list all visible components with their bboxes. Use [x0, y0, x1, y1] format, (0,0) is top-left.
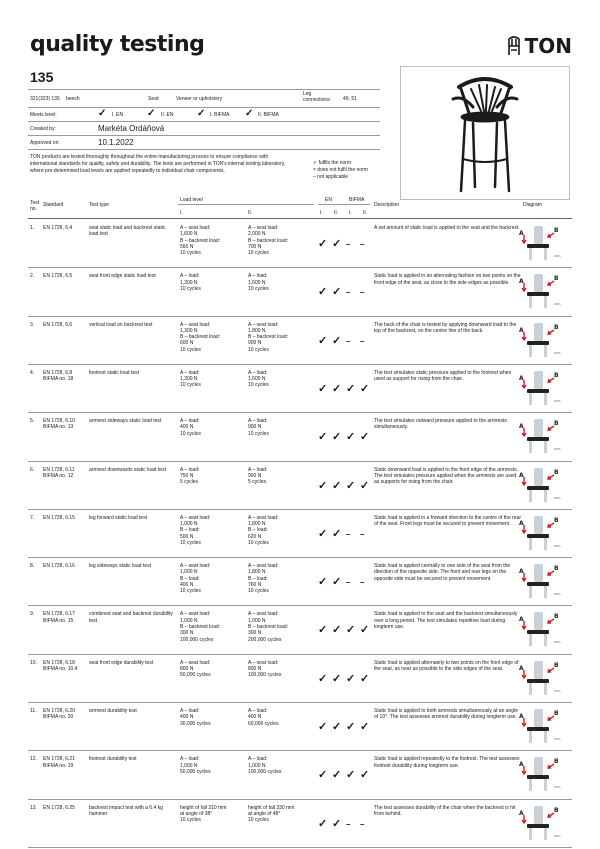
check-icon: ✓ — [360, 624, 370, 637]
row-load-2: A – load: 900 N 10 cycles — [248, 418, 269, 437]
row-description: Static load is applied in a forward direction to the centre of the rear of the seat. Front legs must be secured to prevent movement. — [374, 514, 522, 528]
row-divider — [28, 412, 572, 413]
svg-text:90%: 90% — [554, 592, 561, 597]
row-number: 12. — [30, 756, 37, 763]
row-load-2: A – seat load: 1,800 N B – backrest load: 900 N 10 cycles — [248, 321, 289, 353]
row-test-type: vertical load on backrest test — [89, 321, 153, 328]
test-diagram — [510, 754, 570, 790]
row-load-1: A – load: 400 N 10 cycles — [180, 418, 201, 437]
row-description: Static load is applied to the seat and the backrest simultaneously over a long period. The test simulates repetitive load during longterm use. — [374, 611, 518, 630]
seat-label: Seat: — [148, 96, 160, 102]
row-load-1: A – seat load: 1,300 N B – backrest load: 600 N 10 cycles — [180, 321, 221, 353]
row-description: Static load is applied repeatedly to the footrest. The test assesses footrest durability during longterm use. — [374, 756, 520, 769]
row-divider — [28, 847, 572, 848]
row-description: A set amount of static load is applied to the seat and the backrest. — [374, 225, 520, 231]
row-load-1: A – seat load: 1,600 N B – backrest load: 560 N 10 cycles — [180, 225, 221, 257]
check-icon: ✓ — [346, 721, 356, 733]
model-number: 135 — [30, 69, 54, 85]
check-icon: ✓ — [360, 479, 370, 492]
row-number: 2. — [30, 273, 35, 280]
test-diagram — [510, 223, 570, 259]
check-icon: ✓ — [346, 672, 356, 685]
svg-text:B: B — [554, 227, 559, 234]
not-applicable-mark: – — [346, 288, 351, 298]
check-icon: ✓ — [332, 479, 342, 492]
row-load-1: A – load: 750 N 5 cycles — [180, 466, 200, 486]
row-standard: EN 1728, 6.15 — [43, 514, 75, 521]
leg-label: Leg connections: — [303, 91, 332, 103]
chair-logo-icon — [506, 36, 522, 56]
meets-label: Meets level: — [30, 112, 57, 118]
row-load-2: A – load: 1,000 N 100,000 cycles — [248, 756, 282, 775]
not-applicable-mark: – — [360, 288, 365, 298]
svg-text:A: A — [519, 664, 524, 672]
product-photo — [400, 66, 570, 200]
svg-text:A: A — [519, 761, 524, 769]
row-standard: EN 1728, 6.18 BIFMA no. 10.4 — [43, 659, 78, 672]
bar-stool-image — [401, 67, 569, 199]
legend-fulfils: ✓ fulfils the norm — [313, 160, 352, 166]
row-number: 1. — [30, 225, 35, 231]
svg-text:A: A — [519, 568, 524, 576]
check-icon: ✓ — [360, 431, 370, 444]
check-icon: ✓ — [346, 382, 356, 395]
not-applicable-mark: – — [346, 529, 351, 539]
svg-text:90%: 90% — [554, 254, 561, 258]
check-icon: ✓ — [332, 431, 342, 444]
row-load-2: height of fall 330 mm at angle of 48° 10 cycles — [248, 804, 295, 824]
row-divider — [28, 364, 572, 365]
col-load-2: II. — [248, 210, 253, 216]
test-diagram — [510, 513, 570, 549]
chair-diagram-icon — [510, 223, 570, 261]
chair-diagram-icon — [510, 320, 570, 358]
test-diagram — [510, 320, 570, 356]
chair-diagram-icon — [510, 416, 570, 454]
check-icon: ✓ — [318, 431, 328, 444]
row-number: 4. — [30, 369, 35, 376]
chair-diagram-icon — [510, 271, 570, 309]
row-divider — [28, 267, 572, 268]
row-divider — [28, 316, 572, 317]
row-number: 11. — [30, 708, 37, 714]
check-icon: ✓ — [346, 479, 356, 492]
svg-text:A: A — [519, 809, 524, 817]
leg-value: 49, 51 — [343, 96, 357, 102]
col-description: Description — [374, 202, 400, 208]
row-description: Static load is applied centrally to one side of the seat from the direction of the opposite side. The front and rear legs on the opposite side must be secured to prevent movement. — [374, 563, 511, 582]
row-test-type: combined seat and backrest durability test — [89, 611, 173, 624]
check-icon: ✓ — [318, 672, 328, 685]
svg-text:90%: 90% — [554, 495, 561, 500]
row-test-type: footrest static load test — [89, 369, 140, 376]
svg-text:B: B — [554, 565, 559, 573]
row-load-2: A – seat load: 1,000 N B – backrest load: 300 N 200,000 cycles — [248, 611, 289, 643]
row-test-type: footrest durability test — [89, 756, 137, 763]
svg-text:90%: 90% — [554, 785, 561, 790]
test-diagram — [510, 803, 570, 839]
svg-text:90%: 90% — [554, 688, 561, 693]
col-en: EN — [325, 197, 332, 203]
row-test-type: seat front edge static load test — [89, 273, 156, 280]
created-value: Markéta Ordáňová — [98, 124, 165, 133]
row-divider — [28, 605, 572, 606]
level-bifma-1: I. BIFMA — [210, 112, 230, 118]
row-divider — [28, 509, 572, 510]
svg-text:90%: 90% — [554, 543, 561, 548]
row-load-1: A – seat load: 800 N 50,000 cycles — [180, 659, 211, 679]
col-test-no: Test no. — [30, 200, 40, 212]
row-test-type: seat front edge durability test — [89, 659, 154, 666]
svg-text:B: B — [554, 516, 559, 524]
row-load-1: A – seat load: 1,000 N B – load: 400 N 10 cycles — [180, 563, 211, 595]
test-diagram — [510, 561, 570, 597]
check-icon: ✓ — [332, 334, 342, 347]
check-icon: ✓ — [332, 286, 342, 299]
row-description: The back of the chair is tested by applying downward load to the top of the backrest, on the centre line of the back. — [374, 321, 517, 334]
row-load-1: A – load: 1,300 N 10 cycles — [180, 369, 201, 389]
check-icon: ✓ — [318, 286, 328, 299]
row-number: 8. — [30, 563, 35, 570]
svg-text:A: A — [519, 713, 524, 720]
test-diagram — [510, 465, 570, 501]
row-divider — [28, 654, 572, 655]
check-icon: ✓ — [360, 769, 370, 782]
row-description: Static load is applied alternately to two points on the front edge of the seat, as near as possible to the side edges of the seat. — [374, 659, 519, 672]
check-icon: ✓ — [360, 721, 370, 733]
svg-text:90%: 90% — [554, 350, 561, 355]
page-title: quality testing — [30, 32, 205, 57]
row-load-2: A – load: 1,600 N 10 cycles — [248, 273, 269, 292]
check-icon: ✓ — [332, 672, 342, 685]
row-standard: EN 1728, 6.20 BIFMA no. 20 — [43, 708, 75, 721]
check-icon: ✓ — [332, 382, 342, 395]
svg-text:90%: 90% — [554, 833, 561, 838]
level-en-1: I. EN — [112, 112, 124, 118]
svg-text:A: A — [519, 471, 524, 479]
svg-text:A: A — [519, 230, 524, 237]
row-test-type: armrest downwards static load test — [89, 466, 166, 473]
product-code: 321(323) 135 — [30, 96, 60, 102]
check-icon: ✓ — [332, 624, 342, 637]
row-standard: EN 1728, 6.10 BIFMA no. 13 — [43, 418, 75, 431]
svg-text:A: A — [519, 374, 524, 382]
svg-text:90%: 90% — [554, 447, 561, 452]
level-en-2: II. EN — [161, 112, 174, 118]
row-number: 13. — [30, 804, 37, 811]
brand-logo — [506, 34, 572, 58]
row-standard: EN 1728, 6.21 BIFMA no. 19 — [43, 756, 75, 769]
check-icon: ✓ — [318, 238, 328, 250]
row-test-type: backrest impact test with a 6.4 kg hammer — [89, 804, 163, 817]
svg-text:A: A — [519, 423, 524, 431]
col-bifma-2: II. — [363, 210, 368, 216]
col-diagram: Diagram — [523, 202, 542, 208]
check-icon: ✓ — [332, 576, 342, 589]
row-description: Static load is applied to both armrests simultaneously at an angle of 10°. The test assesses armrest durability during longterm use. — [374, 708, 518, 721]
created-label: Created by: — [30, 126, 56, 132]
check-icon: ✓ — [147, 108, 156, 119]
row-number: 7. — [30, 514, 35, 521]
check-icon: ✓ — [346, 624, 356, 637]
not-applicable-mark: – — [346, 336, 351, 346]
check-icon: ✓ — [332, 721, 342, 733]
row-load-1: A – load: 1,000 N 50,000 cycles — [180, 756, 211, 775]
chair-diagram-icon — [510, 513, 570, 551]
row-load-1: A – seat load: 1,000 N B – load: 500 N 10 cycles — [180, 514, 211, 546]
row-divider — [28, 750, 572, 751]
col-bifma: BIFMA — [349, 197, 365, 203]
approved-value: 10.1.2022 — [98, 138, 134, 147]
chair-diagram-icon — [510, 754, 570, 792]
check-icon: ✓ — [318, 721, 328, 733]
check-icon: ✓ — [318, 769, 328, 782]
svg-text:B: B — [554, 613, 559, 621]
svg-text:A: A — [519, 616, 524, 624]
chair-diagram-icon — [510, 658, 570, 696]
not-applicable-mark: – — [360, 578, 365, 588]
svg-text:B: B — [554, 806, 559, 814]
svg-text:B: B — [554, 323, 559, 331]
legend — [313, 160, 403, 181]
check-icon: ✓ — [332, 817, 342, 830]
test-diagram — [510, 271, 570, 307]
svg-text:B: B — [554, 468, 559, 476]
row-divider — [28, 702, 572, 703]
row-test-type: armrest sideways static load test — [89, 418, 162, 425]
test-diagram — [510, 658, 570, 694]
row-divider — [28, 557, 572, 558]
row-load-1: A – load: 400 N 30,000 cycles — [180, 708, 211, 727]
not-applicable-mark: – — [360, 819, 365, 829]
approved-label: Approved on: — [30, 140, 60, 146]
check-icon: ✓ — [318, 479, 328, 492]
svg-text:90%: 90% — [554, 398, 561, 403]
row-divider — [28, 799, 572, 800]
svg-text:B: B — [554, 710, 559, 717]
col-standard: Standard — [43, 202, 64, 208]
row-description: The test simulates static pressure applied to the footrest when used as support for rising from the chair. — [374, 369, 512, 383]
row-standard: EN 1728, 6.17 BIFMA no. 15 — [43, 611, 75, 624]
row-load-2: A – seat load: 1,800 N B – load: 620 N 10 cycles — [248, 514, 279, 546]
row-load-2: A – seat load: 2,000 N B – backrest load: 700 N 10 cycles — [248, 225, 289, 257]
chair-diagram-icon — [510, 465, 570, 503]
intro-text: TON products are tested thoroughly throughout the entire manufacturing process to ensure compliance with international standards for quality, safety and durability. The tests are performed in TON's internal testing laboratory, where pre-determined load levels are applied repeatedly to individual chair components. — [30, 154, 286, 174]
check-icon: ✓ — [332, 769, 342, 782]
row-test-type: leg forward static load test — [89, 514, 148, 521]
row-description: The test simulates outward pressure applied to the armrests simultaneously. — [374, 418, 507, 431]
row-number: 3. — [30, 321, 35, 328]
row-number: 5. — [30, 418, 35, 425]
col-en-1: I. — [320, 210, 323, 216]
test-diagram — [510, 368, 570, 404]
col-test-type: Test type — [89, 202, 110, 208]
row-description: Static downward load is applied to the front edge of the armrests. The test simulates pressure applied when the armrests are used as supports for rising from the chair. — [374, 466, 518, 486]
col-load-level: Load level — [180, 197, 203, 203]
not-applicable-mark: – — [346, 578, 351, 588]
row-description: The test assesses durability of the chair when the backrest is hit from behind. — [374, 804, 516, 817]
row-load-1: A – seat load: 1,000 N B – backrest load: 300 N 100,000 cycles — [180, 611, 221, 643]
svg-text:B: B — [554, 420, 559, 428]
check-icon: ✓ — [318, 624, 328, 637]
row-description: Static load is applied in an alternating fashion on two points on the front edge of the seat, as close to the side edges as possible. — [374, 273, 521, 286]
product-material: beech — [66, 96, 80, 102]
row-standard: EN 1728, 6.4 — [43, 225, 73, 231]
check-icon: ✓ — [245, 108, 254, 119]
row-standard: EN 1728, 6.5 — [43, 273, 73, 280]
row-test-type: armrest durability test — [89, 708, 137, 714]
check-icon: ✓ — [318, 527, 328, 540]
check-icon: ✓ — [197, 108, 206, 119]
chair-diagram-icon — [510, 706, 570, 744]
svg-text:90%: 90% — [554, 302, 561, 307]
svg-text:B: B — [554, 661, 559, 669]
svg-text:90%: 90% — [554, 737, 561, 741]
col-bifma-1: I. — [349, 210, 352, 216]
svg-text:B: B — [554, 758, 559, 766]
row-standard: EN 1728, 6.11 BIFMA no. 12 — [43, 466, 75, 479]
test-diagram — [510, 416, 570, 452]
chair-diagram-icon — [510, 803, 570, 841]
test-diagram — [510, 706, 570, 742]
not-applicable-mark: – — [360, 240, 365, 249]
row-standard: EN 1728, 6.16 — [43, 563, 75, 570]
row-load-2: A – load: 400 N 60,000 cycles — [248, 708, 279, 727]
check-icon: ✓ — [332, 238, 342, 250]
row-divider — [28, 461, 572, 462]
check-icon: ✓ — [318, 382, 328, 395]
not-applicable-mark: – — [346, 819, 351, 829]
row-load-2: A – seat load: 800 N 100,000 cycles — [248, 659, 282, 679]
row-standard: EN 1728, 6.6 — [43, 321, 73, 328]
not-applicable-mark: – — [360, 336, 365, 346]
row-load-2: A – load: 1,600 N 10 cycles — [248, 369, 269, 389]
row-load-2: A – load: 900 N 5 cycles — [248, 466, 268, 486]
check-icon: ✓ — [98, 108, 107, 119]
row-standard: EN 1728, 6.25 — [43, 804, 75, 811]
brand-name: TON — [524, 34, 572, 58]
row-number: 6. — [30, 466, 35, 473]
svg-text:B: B — [554, 275, 559, 283]
row-standard: EN 1728, 6.8 BIFMA no. 18 — [43, 369, 74, 383]
row-test-type: leg sideways static load test — [89, 563, 151, 570]
check-icon: ✓ — [318, 576, 328, 589]
svg-text:90%: 90% — [554, 640, 561, 645]
check-icon: ✓ — [346, 431, 356, 444]
row-test-type: seat static load and backrest static load test — [89, 225, 166, 238]
check-icon: ✓ — [318, 334, 328, 347]
seat-value: Veneer or upholstery — [176, 96, 223, 102]
row-load-1: A – load: 1,300 N 10 cycles — [180, 273, 201, 292]
check-icon: ✓ — [318, 817, 328, 830]
row-load-2: A – seat load: 1,800 N B – load: 760 N 10 cycles — [248, 563, 279, 595]
col-load-1: I. — [180, 210, 183, 216]
svg-text:B: B — [554, 371, 559, 379]
level-bifma-2: II. BIFMA — [258, 112, 279, 118]
legend-na: – not applicable — [313, 174, 349, 180]
not-applicable-mark: – — [360, 529, 365, 539]
row-load-1: height of fall 210 mm at angle of 38° 10 cycles — [180, 804, 227, 824]
row-number: 9. — [30, 611, 35, 618]
check-icon: ✓ — [360, 672, 370, 685]
col-en-2: II. — [334, 210, 339, 216]
svg-text:A: A — [519, 326, 524, 334]
row-number: 10. — [30, 659, 37, 666]
not-applicable-mark: – — [346, 240, 351, 249]
check-icon: ✓ — [332, 527, 342, 540]
check-icon: ✓ — [346, 769, 356, 782]
chair-diagram-icon — [510, 368, 570, 406]
legend-fails: × does not fulfil the norm — [313, 167, 368, 173]
test-diagram — [510, 609, 570, 645]
check-icon: ✓ — [360, 382, 370, 395]
svg-text:A: A — [519, 278, 524, 286]
svg-text:A: A — [519, 519, 524, 527]
chair-diagram-icon — [510, 561, 570, 599]
chair-diagram-icon — [510, 609, 570, 647]
